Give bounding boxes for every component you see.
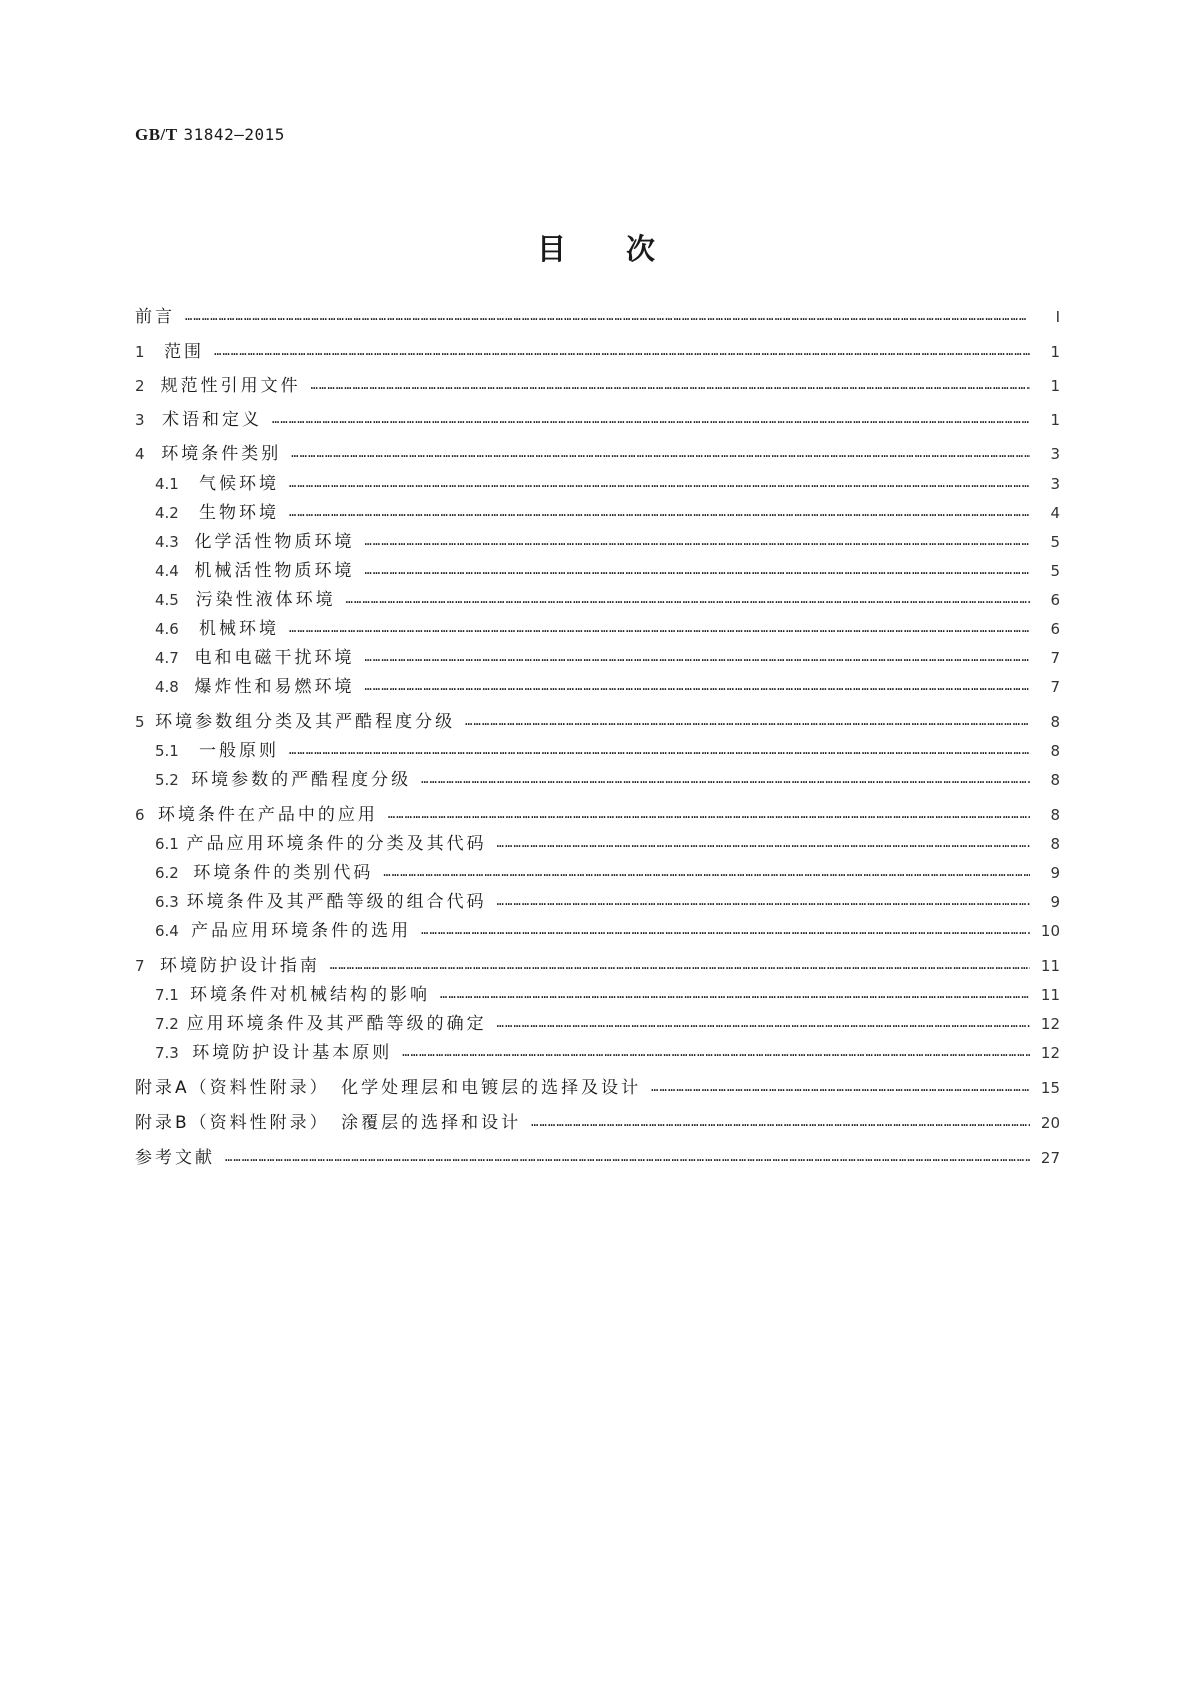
toc-entry-page: 1 [1050,377,1060,395]
toc-entry-number: 4.7 [155,649,179,667]
toc-entry-label: 环境防护设计指南 [159,956,320,976]
toc-entry-page: 8 [1050,742,1060,760]
toc-entry[interactable] [155,646,1060,670]
leader-dots [383,860,1030,884]
toc-entry[interactable] [155,472,1060,496]
toc-entry-label: 术语和定义 [162,410,262,430]
toc-entry-page: 3 [1050,475,1060,493]
standard-number: 31842—2015 [183,125,285,144]
toc-entry-page: 4 [1050,504,1060,522]
toc-entry[interactable] [155,890,1060,914]
toc-entry-page: 9 [1050,893,1060,911]
leader-dots [651,1075,1030,1099]
toc-entry-number: 4.3 [155,533,179,551]
leader-dots [421,767,1030,791]
leader-dots [497,831,1030,855]
toc-entry-number: 4.1 [155,475,179,493]
toc-entry-label: 环境条件的类别代码 [193,863,374,883]
toc-entry-number: 2 [135,377,145,395]
toc-entry[interactable] [155,1041,1060,1065]
toc-entry-page: 8 [1050,771,1060,789]
toc-entry[interactable] [135,1111,1060,1135]
toc-entry[interactable] [155,919,1060,943]
leader-dots [531,1110,1030,1134]
leader-dots [421,918,1030,942]
toc-entry-number: 4.2 [155,504,179,522]
toc-entry-label: 环境条件类别 [161,444,282,464]
toc-entry-number: 6 [135,806,145,824]
leader-dots [291,441,1030,465]
toc-entry-page: 10 [1040,922,1060,940]
toc-entry[interactable] [155,675,1060,699]
toc-entry-label: 环境防护设计基本原则 [192,1043,393,1063]
toc-entry-number: 6.1 [155,835,179,853]
toc-entry-number: 4.4 [155,562,179,580]
toc-entry-number: 7.2 [155,1015,179,1033]
toc-entry-label: 前言 [135,307,175,327]
toc-entry-page: 1 [1050,411,1060,429]
toc-entry-number: 4.5 [155,591,179,609]
toc-entry-label: 爆炸性和易燃环境 [194,677,355,697]
toc-entry-label: 环境参数组分类及其严酷程度分级 [155,712,456,732]
toc-entry-page: 11 [1040,986,1060,1004]
toc-entry-label: 参考文献 [135,1148,215,1168]
toc-entry[interactable] [135,1076,1060,1100]
leader-dots [365,645,1031,669]
leader-dots [440,982,1030,1006]
toc-entry-label: 环境条件对机械结构的影响 [190,985,431,1005]
toc-entry-label: 环境参数的严酷程度分级 [191,770,412,790]
toc-entry-number: 4 [135,445,145,463]
toc-entry-label: 电和电磁干扰环境 [194,648,355,668]
toc-entry[interactable] [155,588,1060,612]
leader-dots [388,802,1030,826]
toc-entry-number: 7.1 [155,986,179,1004]
toc-entry-label: 附录A（资料性附录） 化学处理层和电镀层的选择及设计 [135,1078,642,1098]
toc-entry-page: 15 [1040,1079,1060,1097]
toc-entry[interactable] [155,768,1060,792]
toc-entry-number: 4.8 [155,678,179,696]
toc-entry-page: Ⅰ [1055,308,1060,326]
toc-entry[interactable] [155,559,1060,583]
toc-entry-label: 气候环境 [198,474,279,494]
toc-entry-label: 化学活性物质环境 [194,532,355,552]
leader-dots [311,373,1030,397]
toc-entry-label: 机械环境 [198,619,279,639]
leader-dots [497,889,1030,913]
leader-dots [346,587,1030,611]
toc-entry[interactable] [155,530,1060,554]
toc-entry[interactable] [135,374,1060,398]
toc-entry-page: 9 [1050,864,1060,882]
toc-entry-label: 机械活性物质环境 [194,561,355,581]
leader-dots [272,407,1030,431]
toc-entry[interactable] [135,305,1060,329]
leader-dots [402,1040,1030,1064]
toc-entry-number: 6.3 [155,893,179,911]
toc-entry-number: 7.3 [155,1044,179,1062]
toc-entry[interactable] [155,501,1060,525]
toc-entry-label: 环境条件在产品中的应用 [157,805,378,825]
toc-entry[interactable] [155,983,1060,1007]
page-title: 目次 [537,232,716,266]
toc-entry-page: 1 [1050,343,1060,361]
leader-dots [289,616,1030,640]
toc-entry-label: 环境条件及其严酷等级的组合代码 [186,892,487,912]
toc-entry-number: 7 [135,957,145,975]
toc-entry[interactable] [155,832,1060,856]
leader-dots [289,738,1030,762]
leader-dots [214,339,1030,363]
toc-entry-label: 产品应用环境条件的分类及其代码 [186,834,487,854]
toc-entry-label: 生物环境 [198,503,279,523]
toc-entry-page: 7 [1050,678,1060,696]
toc-entry[interactable] [135,954,1060,978]
toc-entry[interactable] [155,739,1060,763]
toc-entry-page: 5 [1050,533,1060,551]
toc-entry-page: 27 [1040,1149,1060,1167]
toc-entry-page: 8 [1050,713,1060,731]
toc-entry[interactable] [135,442,1060,466]
leader-dots [289,471,1030,495]
leader-dots [365,529,1031,553]
toc-entry-page: 12 [1040,1044,1060,1062]
toc-entry-label: 范围 [164,342,205,362]
toc-entry-page: 11 [1040,957,1060,975]
toc-entry-number: 6.4 [155,922,179,940]
toc-entry-number: 5.2 [155,771,179,789]
leader-dots [185,304,1030,328]
toc-entry-page: 5 [1050,562,1060,580]
toc-entry-page: 8 [1050,806,1060,824]
leader-dots [497,1011,1030,1035]
toc-entry-label: 一般原则 [198,741,279,761]
toc-entry-number: 6.2 [155,864,179,882]
toc-entry-label: 污染性液体环境 [195,590,336,610]
leader-dots [289,500,1030,524]
leader-dots [465,709,1030,733]
leader-dots [365,674,1031,698]
toc-entry-label: 规范性引用文件 [160,376,301,396]
standard-code: GB/T [135,125,178,144]
toc-entry-number: 1 [135,343,145,361]
toc-entry[interactable] [135,803,1060,827]
toc-entry[interactable] [135,340,1060,364]
leader-dots [225,1145,1030,1169]
toc-entry-page: 20 [1040,1114,1060,1132]
toc-entry-page: 6 [1050,591,1060,609]
toc-entry-page: 3 [1050,445,1060,463]
toc-entry-page: 12 [1040,1015,1060,1033]
toc-entry-number: 4.6 [155,620,179,638]
toc-entry[interactable] [155,617,1060,641]
toc-entry-label: 产品应用环境条件的选用 [191,921,412,941]
toc-entry[interactable] [135,710,1060,734]
toc-entry[interactable] [155,861,1060,885]
leader-dots [330,953,1030,977]
toc-entry[interactable] [135,408,1060,432]
toc-entry-label: 附录B（资料性附录） 涂覆层的选择和设计 [135,1113,522,1133]
toc-entry-page: 7 [1050,649,1060,667]
toc-entry-label: 应用环境条件及其严酷等级的确定 [186,1014,487,1034]
toc-entry-page: 6 [1050,620,1060,638]
toc-entry-number: 5 [135,713,145,731]
toc-entry-number: 5.1 [155,742,179,760]
toc-entry-page: 8 [1050,835,1060,853]
toc-entry-number: 3 [135,411,145,429]
toc-entry[interactable] [135,1146,1060,1170]
toc-entry[interactable] [155,1012,1060,1036]
leader-dots [365,558,1031,582]
